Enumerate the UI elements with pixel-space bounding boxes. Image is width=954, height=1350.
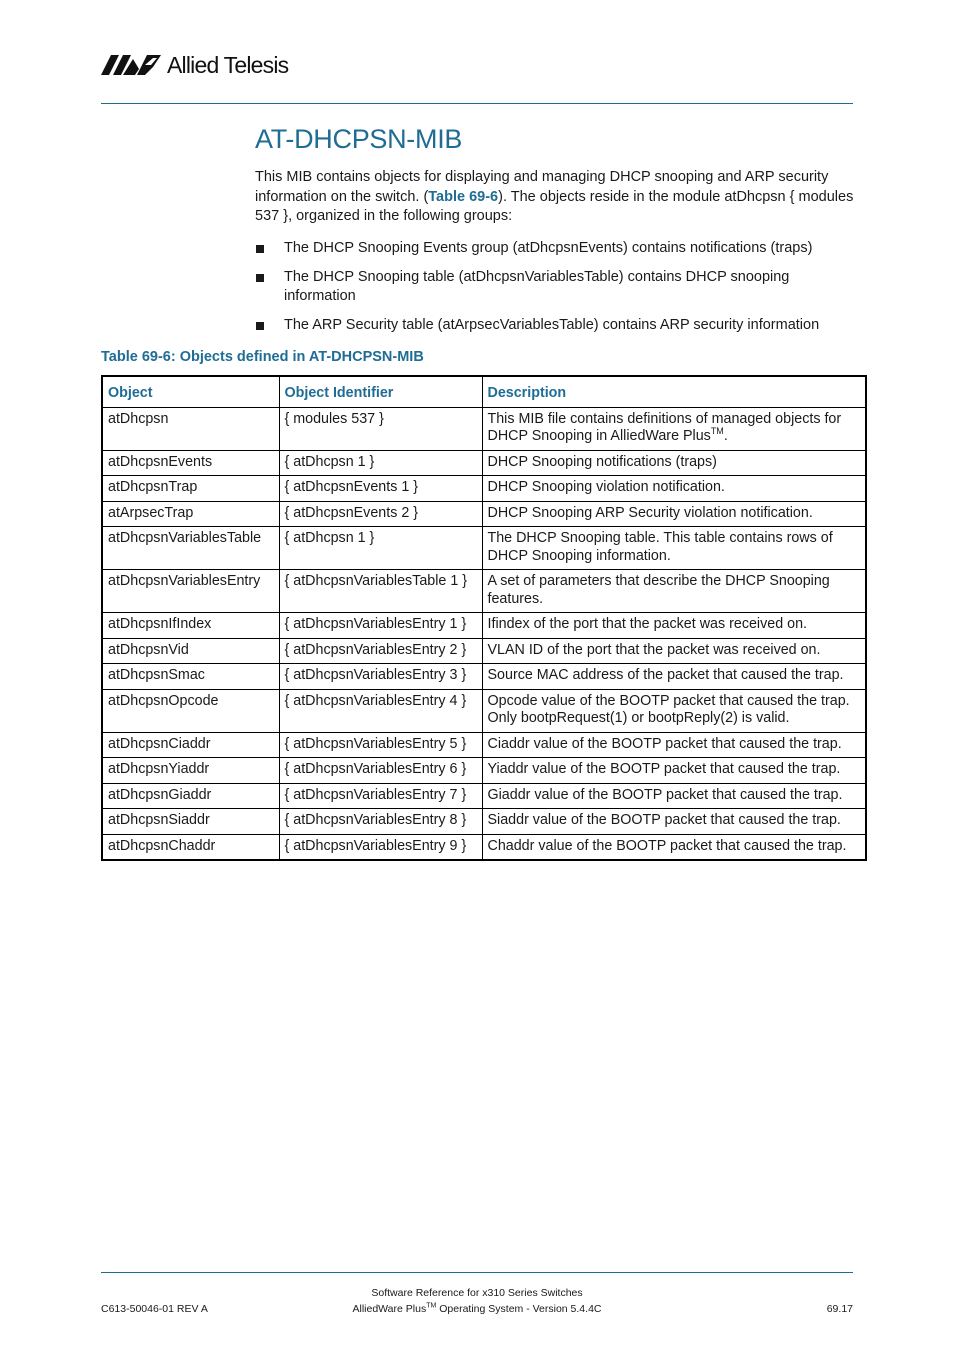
identifier-cell: { atDhcpsn 1 } bbox=[279, 450, 482, 476]
identifier-cell: { atDhcpsnVariablesEntry 5 } bbox=[279, 732, 482, 758]
table-row bbox=[102, 834, 866, 860]
table-row bbox=[102, 689, 866, 732]
object-cell: atDhcpsnTrap bbox=[102, 476, 279, 502]
product-name: AlliedWare Plus bbox=[352, 1303, 427, 1315]
footer-line bbox=[101, 1303, 853, 1319]
identifier-cell: { atDhcpsnVariablesEntry 9 } bbox=[279, 834, 482, 860]
table-reference-link[interactable]: Table 69-6 bbox=[428, 188, 499, 205]
table-row bbox=[102, 570, 866, 613]
identifier-cell: { atDhcpsn 1 } bbox=[279, 527, 482, 570]
identifier-cell: { atDhcpsnVariablesEntry 8 } bbox=[279, 809, 482, 835]
list-item: The DHCP Snooping table (atDhcpsnVariablesTable) contains DHCP snooping information bbox=[255, 268, 855, 306]
header-divider bbox=[101, 103, 853, 104]
description-cell: Ciaddr value of the BOOTP packet that caused the trap. bbox=[482, 732, 866, 758]
identifier-cell: { atDhcpsnEvents 2 } bbox=[279, 501, 482, 527]
group-list bbox=[255, 239, 855, 345]
table-row bbox=[102, 732, 866, 758]
description-cell: DHCP Snooping notifications (traps) bbox=[482, 450, 866, 476]
object-cell: atDhcpsnOpcode bbox=[102, 689, 279, 732]
description-cell: Chaddr value of the BOOTP packet that caused the trap. bbox=[482, 834, 866, 860]
object-cell: atDhcpsnIfIndex bbox=[102, 613, 279, 639]
table-row bbox=[102, 476, 866, 502]
table-row bbox=[102, 638, 866, 664]
table-row bbox=[102, 407, 866, 450]
identifier-cell: { atDhcpsnVariablesEntry 3 } bbox=[279, 664, 482, 690]
description-cell: Giaddr value of the BOOTP packet that caused the trap. bbox=[482, 783, 866, 809]
column-header-object: Object bbox=[102, 376, 279, 407]
table-caption: Table 69-6: Objects defined in AT-DHCPSN-MIB bbox=[101, 349, 424, 365]
intro-text-start: This MIB contains objects for displaying and managing DHCP snooping and ARP security information on the switch. ( bbox=[255, 169, 829, 205]
object-cell: atDhcpsnVariablesTable bbox=[102, 527, 279, 570]
object-cell: atDhcpsn bbox=[102, 407, 279, 450]
identifier-cell: { atDhcpsnVariablesEntry 4 } bbox=[279, 689, 482, 732]
table-row bbox=[102, 783, 866, 809]
product-version bbox=[101, 1303, 853, 1315]
intro-text-end: ). The objects reside in the module atDhcpsn { modules 537 }, organized in the following groups: bbox=[255, 188, 854, 224]
object-cell: atDhcpsnVid bbox=[102, 638, 279, 664]
table-row bbox=[102, 664, 866, 690]
description-cell bbox=[482, 407, 866, 450]
object-cell: atArpsecTrap bbox=[102, 501, 279, 527]
description-cell: Siaddr value of the BOOTP packet that caused the trap. bbox=[482, 809, 866, 835]
table-row bbox=[102, 450, 866, 476]
object-cell: atDhcpsnVariablesEntry bbox=[102, 570, 279, 613]
identifier-cell: { atDhcpsnVariablesEntry 2 } bbox=[279, 638, 482, 664]
table-row bbox=[102, 501, 866, 527]
footer-title: Software Reference for x310 Series Switches bbox=[371, 1287, 583, 1299]
allied-telesis-logo-icon bbox=[101, 55, 163, 75]
description-cell: VLAN ID of the port that the packet was received on. bbox=[482, 638, 866, 664]
logo-text: Allied Telesis bbox=[167, 51, 289, 78]
table-row bbox=[102, 527, 866, 570]
identifier-cell: { atDhcpsnEvents 1 } bbox=[279, 476, 482, 502]
identifier-cell: { atDhcpsnVariablesEntry 6 } bbox=[279, 758, 482, 784]
table-row bbox=[102, 613, 866, 639]
table-row bbox=[102, 758, 866, 784]
list-item: The DHCP Snooping Events group (atDhcpsnEvents) contains notifications (traps) bbox=[255, 239, 855, 258]
description-cell: DHCP Snooping ARP Security violation notification. bbox=[482, 501, 866, 527]
column-header-identifier: Object Identifier bbox=[279, 376, 482, 407]
list-item: The ARP Security table (atArpsecVariablesTable) contains ARP security information bbox=[255, 316, 855, 335]
description-cell: A set of parameters that describe the DHCP Snooping features. bbox=[482, 570, 866, 613]
description-cell: Source MAC address of the packet that caused the trap. bbox=[482, 664, 866, 690]
table-row bbox=[102, 809, 866, 835]
document-number: C613-50046-01 REV A bbox=[101, 1303, 208, 1315]
section-title: AT-DHCPSN-MIB bbox=[255, 124, 463, 154]
description-cell: Opcode value of the BOOTP packet that caused the trap. Only bootpRequest(1) or bootpReply(2) is valid. bbox=[482, 689, 866, 732]
description-cell: The DHCP Snooping table. This table contains rows of DHCP Snooping information. bbox=[482, 527, 866, 570]
description-cell: DHCP Snooping violation notification. bbox=[482, 476, 866, 502]
trademark-mark: TM bbox=[710, 426, 724, 437]
object-cell: atDhcpsnYiaddr bbox=[102, 758, 279, 784]
object-cell: atDhcpsnSiaddr bbox=[102, 809, 279, 835]
object-cell: atDhcpsnCiaddr bbox=[102, 732, 279, 758]
trademark-mark: TM bbox=[426, 1302, 437, 1310]
identifier-cell: { atDhcpsnVariablesEntry 7 } bbox=[279, 783, 482, 809]
footer-divider bbox=[101, 1272, 853, 1273]
object-cell: atDhcpsnEvents bbox=[102, 450, 279, 476]
object-cell: atDhcpsnGiaddr bbox=[102, 783, 279, 809]
description-cell: Yiaddr value of the BOOTP packet that caused the trap. bbox=[482, 758, 866, 784]
object-cell: atDhcpsnSmac bbox=[102, 664, 279, 690]
description-cell: Ifindex of the port that the packet was received on. bbox=[482, 613, 866, 639]
identifier-cell: { atDhcpsnVariablesEntry 1 } bbox=[279, 613, 482, 639]
description-end: . bbox=[723, 428, 728, 444]
description-text: This MIB file contains definitions of managed objects for DHCP Snooping in AlliedWare Plus bbox=[487, 410, 842, 444]
intro-paragraph bbox=[255, 168, 855, 227]
identifier-cell: { modules 537 } bbox=[279, 407, 482, 450]
column-header-description: Description bbox=[482, 376, 866, 407]
identifier-cell: { atDhcpsnVariablesTable 1 } bbox=[279, 570, 482, 613]
table-header-row bbox=[102, 376, 866, 407]
objects-table bbox=[101, 375, 867, 861]
product-version-text: Operating System - Version 5.4.4C bbox=[436, 1303, 602, 1315]
page-number: 69.17 bbox=[826, 1303, 853, 1315]
company-logo bbox=[101, 50, 288, 80]
object-cell: atDhcpsnChaddr bbox=[102, 834, 279, 860]
